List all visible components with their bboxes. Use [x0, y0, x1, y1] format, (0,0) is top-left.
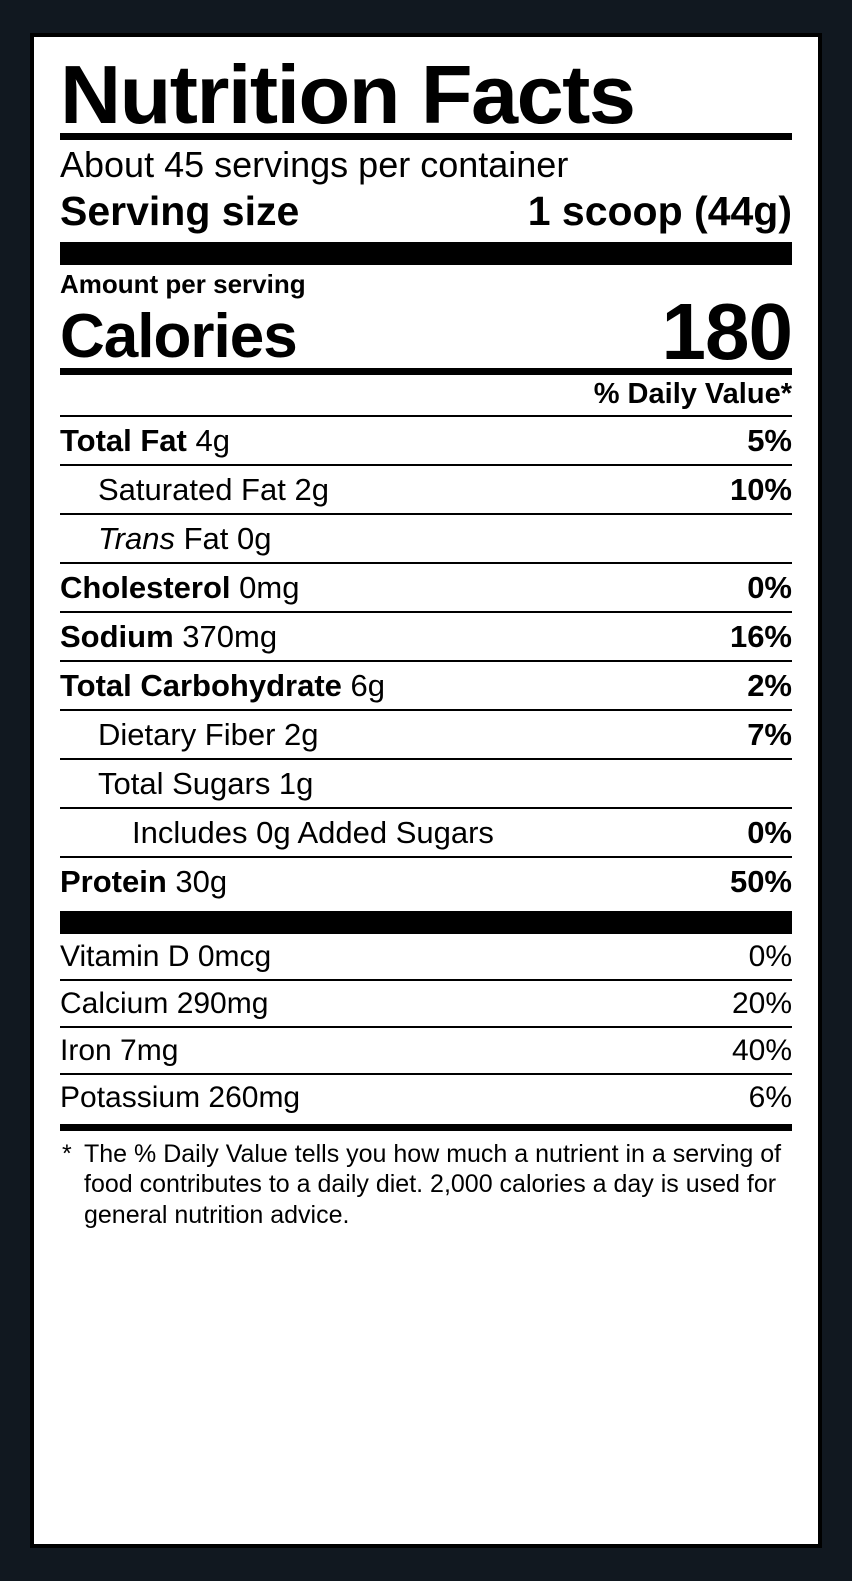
amount-per-serving-label: Amount per serving — [60, 268, 306, 299]
row-total-carbohydrate — [60, 660, 792, 709]
serving-size-row — [60, 186, 792, 242]
calcium-pct: 20% — [731, 986, 792, 1020]
nutrition-facts-panel — [30, 33, 822, 1548]
vitamin-d-name: Vitamin D 0mcg — [60, 939, 272, 973]
calcium-name: Calcium 290mg — [60, 986, 269, 1020]
row-protein — [60, 856, 792, 905]
row-added-sugars — [60, 807, 792, 856]
row-iron — [60, 1026, 792, 1073]
iron-name: Iron 7mg — [60, 1033, 179, 1067]
total-fat-pct: 5% — [747, 422, 792, 458]
footnote-star: * — [62, 1139, 72, 1168]
calories-value: 180 — [661, 286, 792, 376]
serving-size-value: 1 scoop (44g) — [527, 187, 792, 234]
cholesterol-pct: 0% — [747, 569, 792, 605]
calories-label: Calories — [60, 301, 297, 371]
calories-row — [60, 286, 792, 376]
cholesterol-name: Cholesterol 0mg — [60, 569, 300, 605]
iron-pct: 40% — [731, 1033, 792, 1067]
row-total-fat — [60, 415, 792, 464]
divider-above-footnote — [60, 1124, 792, 1131]
carbohydrate-name: Total Carbohydrate 6g — [60, 667, 386, 703]
divider-thick-band-2 — [60, 911, 792, 934]
protein-name: Protein 30g — [60, 863, 228, 899]
sodium-pct: 16% — [729, 618, 792, 654]
trans-fat-name: Trans Fat 0g — [98, 520, 272, 556]
potassium-name: Potassium 260mg — [60, 1080, 301, 1114]
row-dietary-fiber — [60, 709, 792, 758]
footnote — [60, 1131, 792, 1231]
vitamin-d-pct: 0% — [748, 939, 792, 973]
row-sodium — [60, 611, 792, 660]
page-title: Nutrition Facts — [60, 48, 635, 141]
potassium-pct: 6% — [748, 1080, 792, 1114]
added-sugars-name: Includes 0g Added Sugars — [132, 814, 494, 850]
protein-pct: 50% — [729, 863, 792, 899]
saturated-fat-pct: 10% — [729, 471, 792, 507]
row-saturated-fat — [60, 464, 792, 513]
servings-per-container: About 45 servings per container — [60, 144, 569, 186]
total-sugars-name: Total Sugars 1g — [98, 765, 314, 801]
divider-thick-band — [60, 242, 792, 265]
sodium-name: Sodium 370mg — [60, 618, 278, 654]
nutrition-facts-content — [60, 48, 792, 1526]
added-sugars-pct: 0% — [747, 814, 792, 850]
carbohydrate-pct: 2% — [747, 667, 792, 703]
row-cholesterol — [60, 562, 792, 611]
row-potassium — [60, 1073, 792, 1120]
total-fat-name: Total Fat 4g — [60, 422, 230, 458]
saturated-fat-name: Saturated Fat 2g — [98, 471, 329, 507]
daily-value-header: % Daily Value* — [593, 377, 792, 410]
serving-size-label: Serving size — [60, 187, 300, 234]
row-vitamin-d — [60, 934, 792, 979]
dietary-fiber-name: Dietary Fiber 2g — [98, 716, 319, 752]
dietary-fiber-pct: 7% — [747, 716, 792, 752]
row-calcium — [60, 979, 792, 1026]
row-trans-fat — [60, 513, 792, 562]
footnote-text: The % Daily Value tells you how much a nutrient in a serving of food contributes to a daily diet. 2,000 calories a day is used for general nutrition advice. — [84, 1139, 782, 1229]
row-total-sugars — [60, 758, 792, 807]
